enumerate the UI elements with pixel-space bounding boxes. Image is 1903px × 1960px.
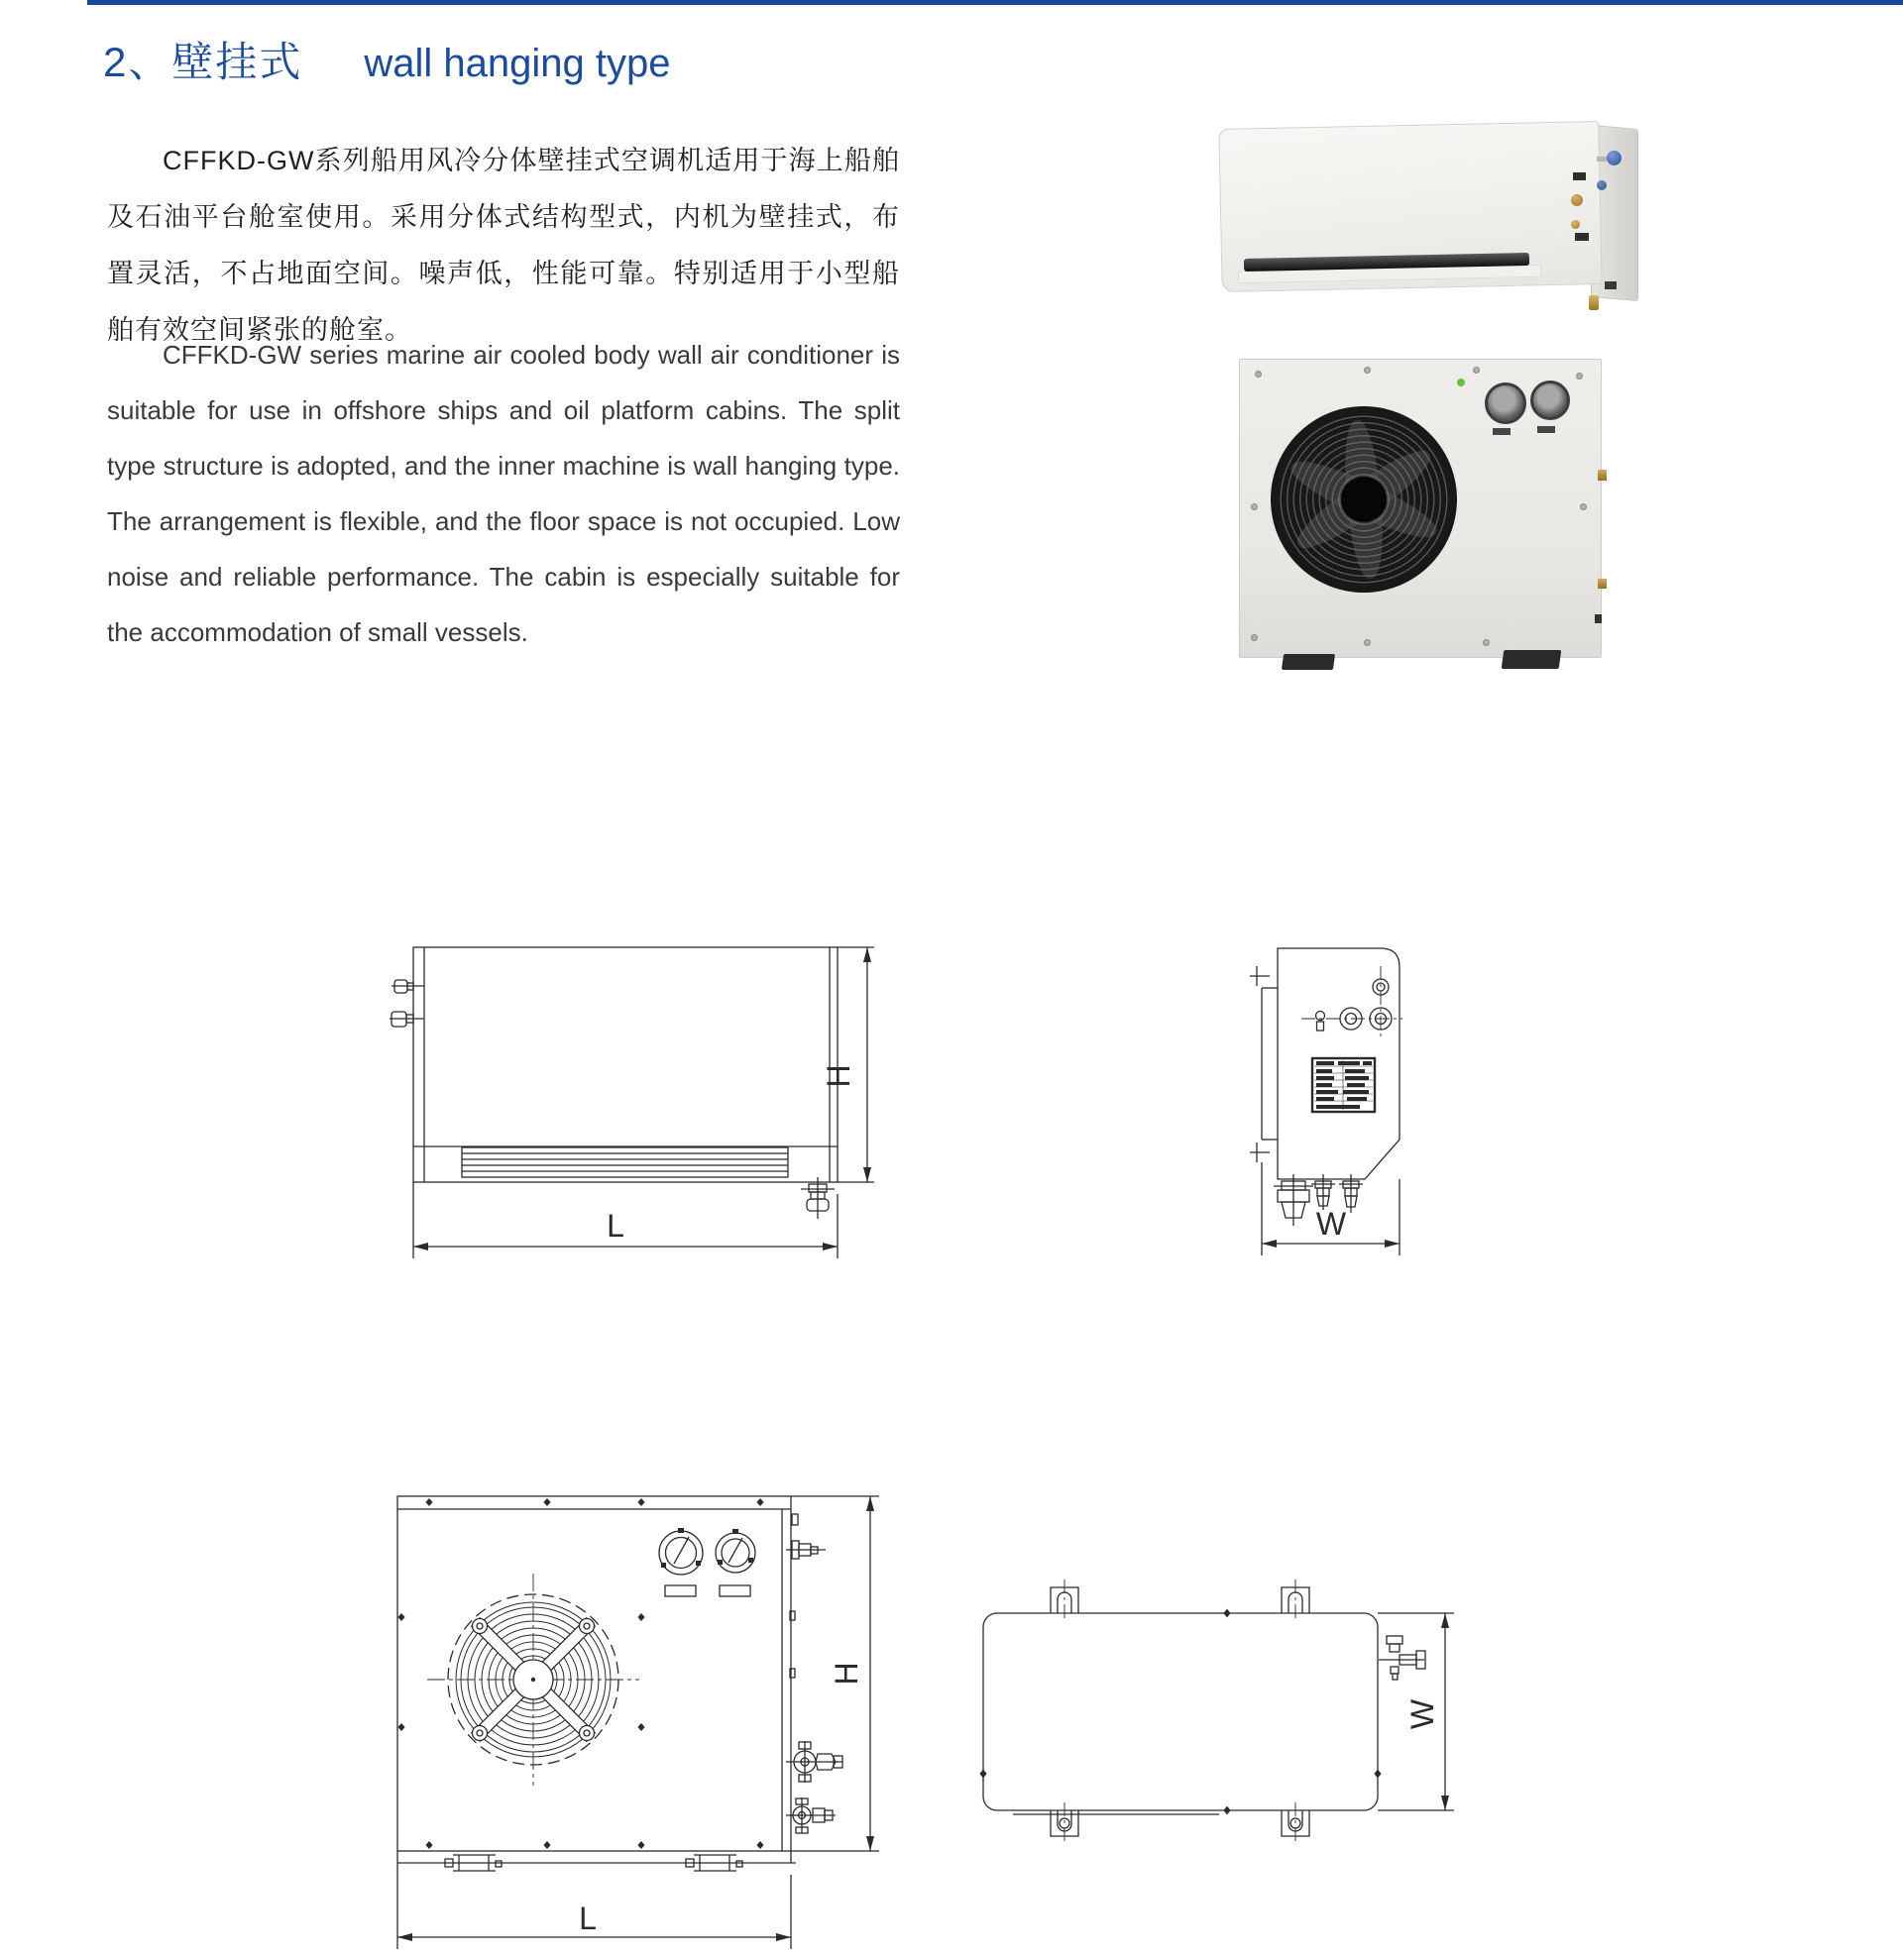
outdoor-unit-photo [1235,355,1608,677]
edge-tick-marks [979,1609,1381,1815]
dim-label-width: W [1404,1698,1440,1730]
pressure-gauge-right [1530,381,1570,420]
service-valve-brass-1 [1598,470,1607,481]
section-title-zh: 2、壁挂式 [103,39,303,85]
section-title-en: wall hanging type [364,42,671,85]
gauge-label-left [1493,428,1511,435]
case-screw [1364,639,1371,646]
intro-paragraph-en: CFFKD-GW series marine air cooled body wall air conditioner is suitable for use in offshore ships and oil platform cabins. The split type structure is adopted, and the inner machine is wall hanging type. The arrangement is flexible, and the floor space is not occupied. Low noise and reliable performance. The cabin is especially suitable for the accommodation of small vessels. [107,340,900,647]
case-screw [1576,373,1583,380]
outdoor-unit-front-drawing [392,1486,892,1960]
case-screw [1364,367,1371,374]
dim-label-length: L [607,1208,624,1244]
dim-label-length: L [579,1901,597,1936]
cable-gland-dark [1595,614,1602,623]
header-accent-rule [87,0,1903,5]
power-led-green [1457,379,1465,386]
brass-valve-1 [1571,194,1583,206]
case-screw-marks [397,1498,763,1849]
section-title [103,30,670,89]
intro-paragraph-zh: CFFKD-GW系列船用风冷分体壁挂式空调机适用于海上船舶及石油平台舱室使用。采用分体式结构型式，内机为壁挂式，布置灵活，不占地面空间。噪声低，性能可靠。特别适用于小型船舶有效空间紧张的舱室。 [107,146,900,345]
case-screw [1483,639,1490,646]
indoor-unit-front-drawing [392,936,897,1263]
pressure-gauge-left [1485,382,1526,424]
gauge-label-right [1537,426,1555,433]
outdoor-unit-top-drawing [976,1576,1472,1863]
case-screw [1251,503,1258,510]
service-valve-brass-2 [1598,579,1607,589]
mounting-foot-left [1282,654,1335,670]
refrigerant-valve-blue-small [1597,180,1607,190]
fan-hub [1341,477,1387,522]
drain-fitting-brass [1589,295,1599,310]
label-plate-small-1 [1573,172,1586,180]
outdoor-unit-fan [1271,406,1457,593]
indoor-unit-side-drawing [1244,936,1467,1263]
dim-label-height: H [829,1662,864,1686]
case-screw [1473,367,1480,374]
brass-valve-2 [1571,220,1580,229]
refrigerant-valve-blue-large [1607,151,1622,165]
dim-label-width: W [1315,1206,1347,1242]
mounting-foot-right [1502,650,1562,669]
case-screw [1580,503,1587,510]
dim-label-height: H [821,1064,856,1088]
valve-stem [1597,157,1607,162]
case-screw [1255,371,1262,378]
label-plate-small-2 [1575,233,1589,241]
indoor-unit-photo [1214,111,1640,324]
case-screw [1251,634,1258,641]
mount-clip [1605,281,1617,289]
